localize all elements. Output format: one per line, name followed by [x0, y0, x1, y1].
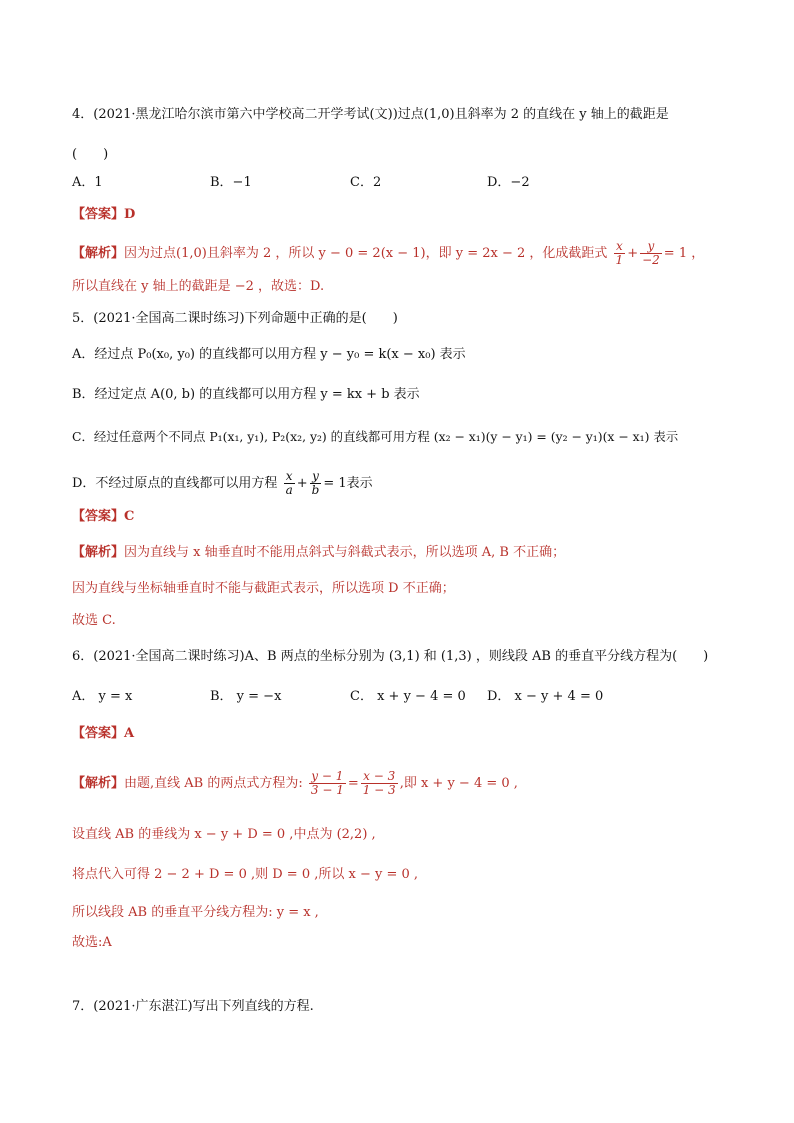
- q6-analysis-text-1a: 由题,直线 AB 的两点式方程为:: [124, 776, 303, 791]
- q5-analysis-line-3: 故选 C.: [72, 613, 116, 628]
- q6-analysis-line-3: 将点代入可得 2 − 2 + D = 0 ,则 D = 0 ,所以 x − y = 0 ,: [72, 867, 419, 882]
- q4-analysis-line-1: 【解析】因为过点(1,0)且斜率为 2 ，所以 y − 0 = 2(x − 1)，即 y = 2x − 2 ，化成截距式 $\frac{x}{1}$ + $\frac{y}{-2}$ = 1 ，: [72, 239, 705, 267]
- q6-option-a: A． y = x: [72, 689, 133, 704]
- q6-option-d: D． x − y + 4 = 0: [487, 689, 604, 704]
- q6-analysis-line-2: 设直线 AB 的垂线为 x − y + D = 0 ,中点为 (2,2) ,: [72, 827, 376, 842]
- q6-option-c: C． x + y − 4 = 0: [350, 689, 466, 704]
- q7-stem: 7．(2021·广东湛江)写出下列直线的方程.: [72, 999, 314, 1014]
- q5-analysis-line-1: [72, 544, 565, 562]
- q5-analysis-label: 【解析】: [72, 545, 125, 560]
- q6-option-b: B． y = −x: [210, 689, 282, 704]
- q5-answer: 【答案】C: [72, 509, 135, 524]
- q4-answer: 【答案】D: [72, 207, 136, 222]
- q4-option-b: B．−1: [210, 175, 252, 190]
- q4-option-d: D．−2: [487, 175, 530, 190]
- q6-analysis-label: 【解析】: [72, 776, 125, 791]
- q4-option-c: C．2: [350, 175, 382, 190]
- q5-option-d: D．不经过原点的直线都可以用方程 $\frac{x}{a}$ + $\frac{y}{b}$ = 1表示: [72, 469, 373, 497]
- q5-analysis-text-1: 因为直线与 x 轴垂直时不能用点斜式与斜截式表示，所以选项 A, B 不正确；: [124, 545, 566, 560]
- q4-option-a: A．1: [72, 175, 103, 190]
- q6-fraction-left: $\frac{y - 1}{3 - 1}$: [310, 769, 344, 797]
- q4-analysis-text-1a: 因为过点(1,0)且斜率为 2 ，所以 y − 0 = 2(x − 1)，即 y = 2x − 2 ，化成截距式: [124, 246, 608, 261]
- q4-fraction-y-over-neg2: $\frac{y}{-2}$: [642, 239, 660, 267]
- q6-answer: 【答案】A: [72, 726, 135, 741]
- q4-bracket: ( ): [72, 147, 109, 162]
- q4-stem: 4．(2021·黑龙江哈尔滨市第六中学校高二开学考试(文))过点(1,0)且斜率为 2 的直线在 y 轴上的截距是: [72, 107, 669, 122]
- q6-analysis-text-1b: ,即 x + y − 4 = 0 ,: [399, 776, 518, 791]
- q4-analysis-line-2: 所以直线在 y 轴上的截距是 −2 ，故选：D.: [72, 279, 325, 294]
- q5-option-a: A．经过点 P₀(x₀, y₀) 的直线都可以用方程 y − y₀ = k(x − x₀) 表示: [72, 347, 466, 362]
- q6-stem: 6．(2021·全国高二课时练习)A、B 两点的坐标分别为 (3,1) 和 (1,3) ，则线段 AB 的垂直平分线方程为( ): [72, 649, 709, 664]
- q5-stem: 5．(2021·全国高二课时练习)下列命题中正确的是( ): [72, 311, 398, 326]
- q4-analysis-text-1b: = 1 ，: [663, 246, 705, 261]
- q6-analysis-line-4: 所以线段 AB 的垂直平分线方程为: y = x ,: [72, 905, 319, 920]
- q5-option-d-text-a: D．不经过原点的直线都可以用方程: [72, 476, 278, 491]
- q5-fraction-y-over-b: $\frac{y}{b}$: [311, 469, 320, 497]
- q6-fraction-right: $\frac{x - 3}{1 - 3}$: [362, 769, 396, 797]
- q5-fraction-x-over-a: $\frac{x}{a}$: [285, 469, 293, 497]
- q5-option-c: C．经过任意两个不同点 P₁(x₁, y₁), P₂(x₂, y₂) 的直线都可用方程 (x₂ − x₁)(y − y₁) = (y₂ − y₁)(x − x₁) 表示: [72, 429, 679, 444]
- q4-fraction-x-over-1: $\frac{x}{1}$: [615, 239, 624, 267]
- q6-analysis-line-1: 【解析】由题,直线 AB 的两点式方程为: $\frac{y - 1}{3 - 1}$ = $\frac{x - 3}{1 - 3}$ ,即 x + y − 4 = 0 ,: [72, 769, 518, 797]
- q5-analysis-line-2: 因为直线与坐标轴垂直时不能与截距式表示，所以选项 D 不正确；: [72, 581, 455, 596]
- q6-analysis-line-5: 故选:A: [72, 935, 112, 950]
- q5-option-d-text-b: = 1表示: [323, 476, 373, 491]
- q4-analysis-label: 【解析】: [72, 246, 125, 261]
- q5-option-b: B．经过定点 A(0, b) 的直线都可以用方程 y = kx + b 表示: [72, 387, 420, 402]
